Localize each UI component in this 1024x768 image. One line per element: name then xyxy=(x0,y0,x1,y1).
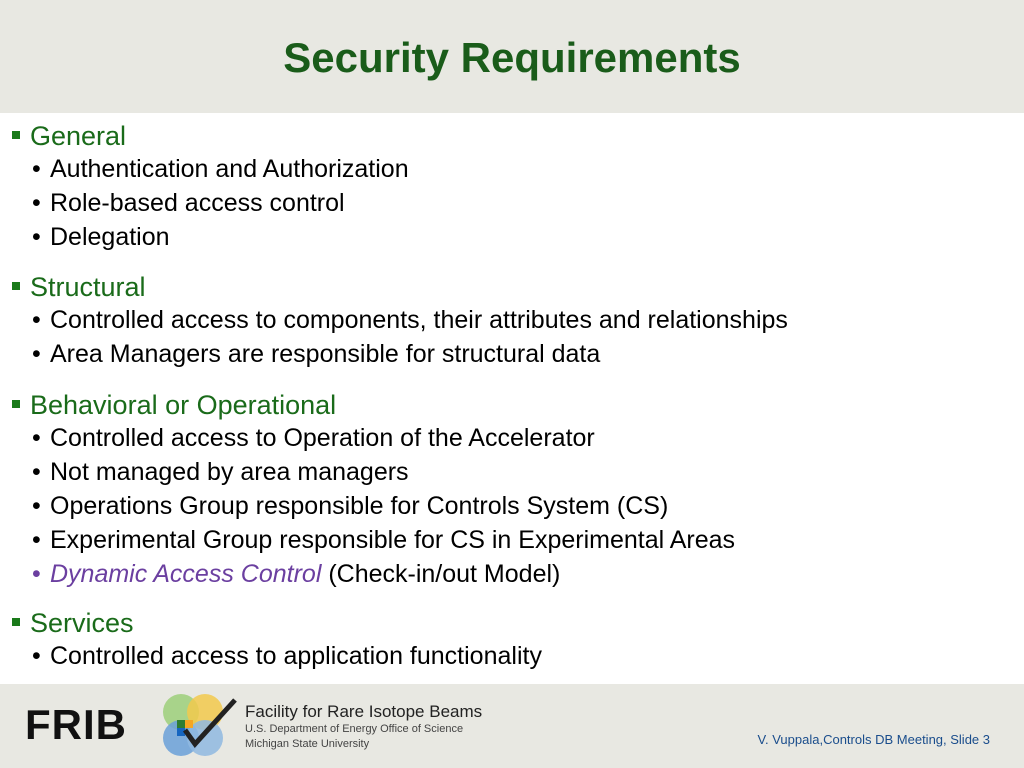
bullet-icon: • xyxy=(32,189,41,217)
bullet-icon: • xyxy=(32,492,41,520)
emphasis-suffix: (Check-in/out Model) xyxy=(321,560,561,588)
list-item: • Not managed by area managers xyxy=(12,455,735,489)
bullet-icon: • xyxy=(32,560,41,588)
org-name: Facility for Rare Isotope Beams xyxy=(245,702,483,721)
bullet-icon: • xyxy=(32,306,41,334)
slide-footer-info: V. Vuppala,Controls DB Meeting, Slide 3 xyxy=(757,732,990,747)
list-item: • Controlled access to application functionality xyxy=(12,639,542,673)
list-item: • Controlled access to components, their attributes and relationships xyxy=(12,303,788,337)
bullet-icon: • xyxy=(32,642,41,670)
bullet-icon: • xyxy=(32,458,41,486)
frib-logo-icon xyxy=(155,690,241,762)
footer-band xyxy=(0,684,1024,768)
section-heading: General xyxy=(30,121,127,151)
bullet-icon: • xyxy=(32,340,41,368)
section-behavioral xyxy=(12,389,735,591)
org-subline: U.S. Department of Energy Office of Science xyxy=(245,723,464,735)
bullet-icon: • xyxy=(32,155,41,183)
bullet-icon: • xyxy=(32,223,41,251)
section-structural xyxy=(12,271,788,371)
list-item: • Operations Group responsible for Controls System (CS) xyxy=(12,489,735,523)
bullet-icon: • xyxy=(32,526,41,554)
bullet-icon: • xyxy=(32,424,41,452)
slide-title: Security Requirements xyxy=(283,34,741,81)
section-services xyxy=(12,607,542,673)
org-subline: Michigan State University xyxy=(245,738,370,750)
section-general xyxy=(12,120,409,254)
frib-logo-text: FRIB xyxy=(25,701,127,748)
emphasis-text: Dynamic Access Control xyxy=(50,560,322,588)
square-bullet-icon xyxy=(12,282,20,290)
section-heading: Structural xyxy=(30,272,146,302)
square-bullet-icon xyxy=(12,618,20,626)
section-heading: Behavioral or Operational xyxy=(30,390,337,420)
list-item: • Experimental Group responsible for CS in Experimental Areas xyxy=(12,523,735,557)
section-heading: Services xyxy=(30,608,134,638)
list-item: • Controlled access to Operation of the Accelerator xyxy=(12,421,735,455)
square-bullet-icon xyxy=(12,131,20,139)
list-item: • Role-based access control xyxy=(12,186,409,220)
list-item: • Delegation xyxy=(12,220,409,254)
list-item: • Authentication and Authorization xyxy=(12,152,409,186)
square-bullet-icon xyxy=(12,400,20,408)
list-item-highlight xyxy=(12,557,735,591)
list-item: • Area Managers are responsible for structural data xyxy=(12,337,788,371)
